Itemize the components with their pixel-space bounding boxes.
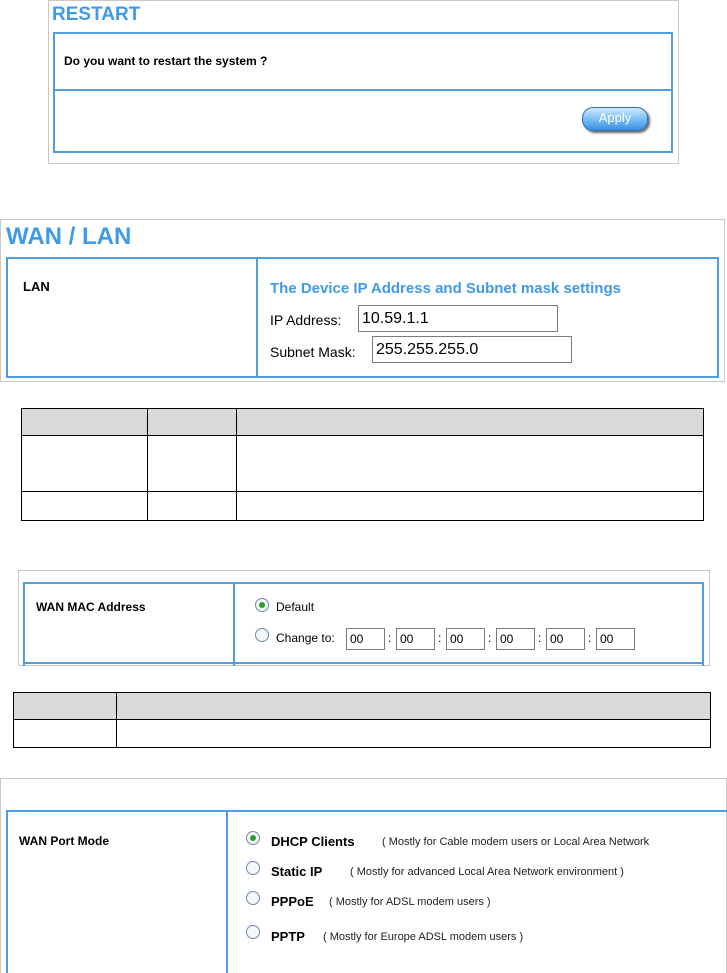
pppoe-option-desc: ( Mostly for ADSL modem users ) <box>329 896 491 908</box>
mac-bottom-line <box>23 662 704 664</box>
mac-default-label: Default <box>276 600 315 614</box>
table-cell <box>148 409 237 436</box>
mac-separator: : <box>588 631 592 645</box>
pptp-radio[interactable] <box>246 925 260 939</box>
mac-octet-1-input[interactable] <box>346 628 385 650</box>
table-cell <box>117 720 711 748</box>
table-cell <box>14 693 117 720</box>
static-ip-option-desc: ( Mostly for advanced Local Area Network environment ) <box>350 866 624 878</box>
table-row <box>22 492 704 521</box>
table-header-row <box>14 693 711 720</box>
table-cell <box>14 720 117 748</box>
static-ip-option-label: Static IP <box>271 864 323 879</box>
mac-octet-3-input[interactable] <box>446 628 485 650</box>
table-cell <box>148 436 237 492</box>
mac-octet-6-input[interactable] <box>596 628 635 650</box>
mac-separator: : <box>538 631 542 645</box>
restart-action-box <box>53 89 673 153</box>
pppoe-option-label: PPPoE <box>271 894 314 909</box>
ip-address-label: IP Address: <box>270 312 342 328</box>
mac-separator: : <box>388 631 392 645</box>
table-cell <box>117 693 711 720</box>
mac-separator: : <box>438 631 442 645</box>
lan-settings-heading: The Device IP Address and Subnet mask settings <box>270 280 621 297</box>
mac-label-cell <box>23 582 235 666</box>
pptp-option-label: PPTP <box>271 929 305 944</box>
mac-change-radio[interactable] <box>255 628 269 642</box>
restart-question: Do you want to restart the system ? <box>64 54 268 68</box>
table-cell <box>237 492 704 521</box>
dhcp-option-desc: ( Mostly for Cable modem users or Local Area Network <box>382 836 650 848</box>
table-cell <box>22 409 148 436</box>
table-cell <box>237 436 704 492</box>
lan-label-cell <box>6 257 258 378</box>
static-ip-radio[interactable] <box>246 861 260 875</box>
table-row <box>22 436 704 492</box>
table-cell <box>237 409 704 436</box>
table-cell <box>22 492 148 521</box>
lan-label: LAN <box>23 279 50 294</box>
mac-octet-2-input[interactable] <box>396 628 435 650</box>
wanmode-label: WAN Port Mode <box>19 834 109 848</box>
pppoe-radio[interactable] <box>246 891 260 905</box>
table-row <box>14 720 711 748</box>
mac-octet-4-input[interactable] <box>496 628 535 650</box>
subnet-mask-label: Subnet Mask: <box>270 344 356 360</box>
parameter-table-2 <box>13 692 711 748</box>
restart-title: RESTART <box>52 4 141 25</box>
dhcp-option-label: DHCP Clients <box>271 834 355 849</box>
parameter-table-1 <box>21 408 704 521</box>
mac-settings-cell <box>233 582 704 666</box>
mac-default-radio[interactable] <box>255 598 269 612</box>
ip-address-input[interactable] <box>358 305 558 332</box>
subnet-mask-input[interactable] <box>372 336 572 363</box>
dhcp-radio[interactable] <box>246 831 260 845</box>
table-cell <box>148 492 237 521</box>
table-cell <box>22 436 148 492</box>
mac-separator: : <box>488 631 492 645</box>
pptp-option-desc: ( Mostly for Europe ADSL modem users ) <box>323 931 524 943</box>
mac-change-label: Change to: <box>276 631 335 645</box>
wanlan-title: WAN / LAN <box>6 223 132 250</box>
mac-octet-5-input[interactable] <box>546 628 585 650</box>
mac-label: WAN MAC Address <box>36 600 146 614</box>
apply-button[interactable]: Apply <box>582 107 648 131</box>
table-header-row <box>22 409 704 436</box>
